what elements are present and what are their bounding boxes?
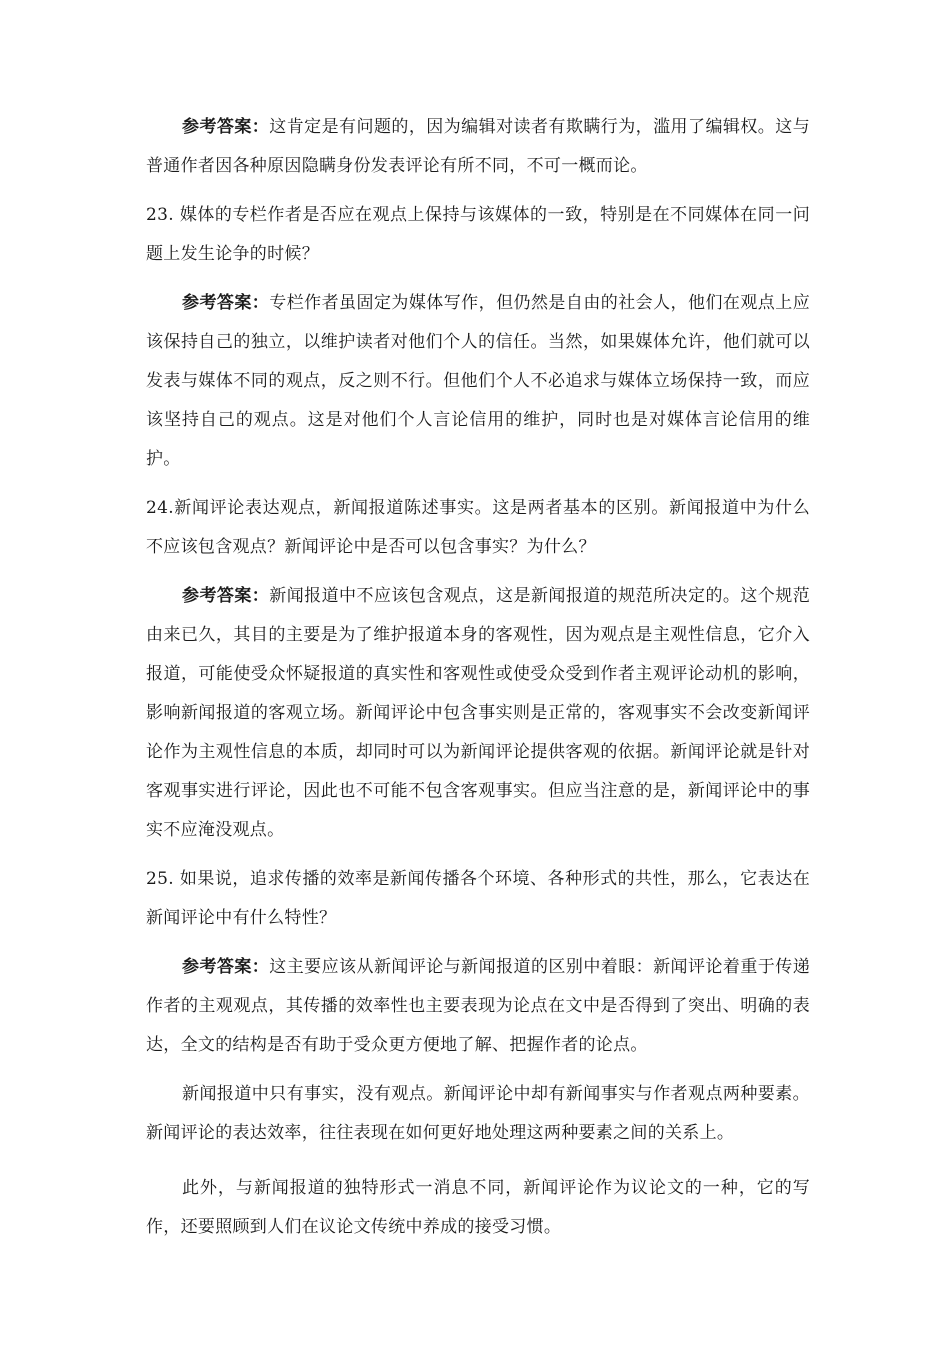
answer-paragraph-23: [146, 284, 810, 479]
answer-label: 参考答案：: [182, 293, 270, 313]
answer-label: 参考答案：: [182, 957, 270, 977]
answer-text: 新闻报道中不应该包含观点，这是新闻报道的规范所决定的。这个规范由来已久，其目的主要是为了维护报道本身的客观性，因为观点是主观性信息，它介入报道，可能使受众怀疑报道的真实性和客观性或使受众受到作者主观评论动机的影响，影响新闻报道的客观立场。新闻评论中包含事实则是正常的，客观事实不会改变新闻评论作为主观性信息的本质，却同时可以为新闻评论提供客观的依据。新闻评论就是针对客观事实进行评论，因此也不可能不包含客观事实。但应当注意的是，新闻评论中的事实不应淹没观点。: [146, 586, 810, 840]
answer-label: 参考答案：: [182, 117, 270, 137]
answer-text: 专栏作者虽固定为媒体写作，但仍然是自由的社会人，他们在观点上应该保持自己的独立，以维护读者对他们个人的信任。当然，如果媒体允许，他们就可以发表与媒体不同的观点，反之则不行。但他们个人不必追求与媒体立场保持一致，而应该坚持自己的观点。这是对他们个人言论信用的维护，同时也是对媒体言论信用的维护。: [146, 293, 810, 469]
question-23: 23. 媒体的专栏作者是否应在观点上保持与该媒体的一致，特别是在不同媒体在同一问题上发生论争的时候？: [146, 205, 810, 264]
body-paragraph: 此外，与新闻报道的独特形式一消息不同，新闻评论作为议论文的一种，它的写作，还要照顾到人们在议论文传统中养成的接受习惯。: [146, 1178, 810, 1237]
answer-label: 参考答案：: [182, 586, 270, 606]
body-paragraph: 新闻报道中只有事实，没有观点。新闻评论中却有新闻事实与作者观点两种要素。新闻评论的表达效率，往往表现在如何更好地处理这两种要素之间的关系上。: [146, 1084, 810, 1143]
question-24: 24.新闻评论表达观点，新闻报道陈述事实。这是两者基本的区别。新闻报道中为什么不应该包含观点？新闻评论中是否可以包含事实？为什么？: [146, 498, 810, 557]
answer-paragraph-25: [146, 948, 810, 1065]
answer-text: 这肯定是有问题的，因为编辑对读者有欺瞒行为，滥用了编辑权。这与普通作者因各种原因隐瞒身份发表评论有所不同，不可一概而论。: [146, 117, 810, 176]
question-25: 25. 如果说，追求传播的效率是新闻传播各个环境、各种形式的共性，那么，它表达在新闻评论中有什么特性？: [146, 869, 810, 928]
answer-paragraph-24: [146, 577, 810, 850]
answer-text: 这主要应该从新闻评论与新闻报道的区别中着眼：新闻评论着重于传递作者的主观观点，其传播的效率性也主要表现为论点在文中是否得到了突出、明确的表达，全文的结构是否有助于受众更方便地了解、把握作者的论点。: [146, 957, 810, 1055]
document-page: [146, 108, 810, 1247]
answer-paragraph-22: [146, 108, 810, 186]
